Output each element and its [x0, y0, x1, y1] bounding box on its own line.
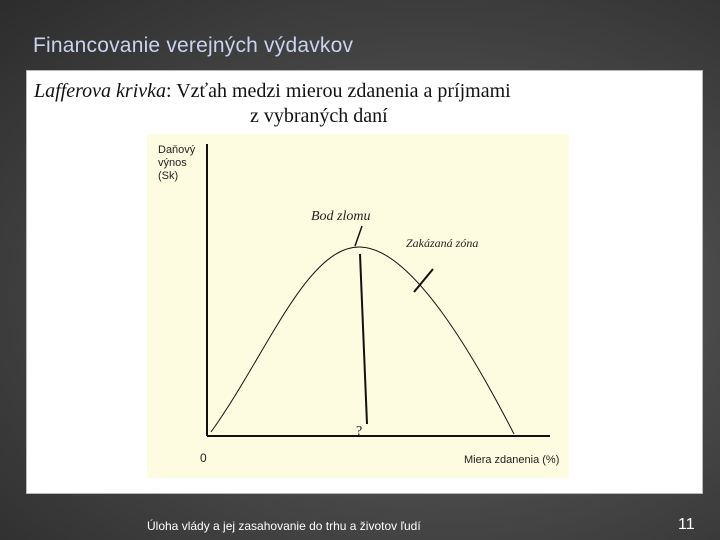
forbidden-zone-annotation: Zakázaná zóna — [406, 236, 479, 250]
subtitle-line2: z vybraných daní — [250, 105, 388, 127]
slide-subtitle — [34, 79, 674, 129]
content-box — [26, 70, 703, 494]
laffer-curve — [211, 247, 514, 434]
y-axis-label-line: Daňový — [158, 144, 196, 156]
laffer-curve-figure — [147, 134, 569, 478]
origin-label: 0 — [200, 451, 207, 465]
subtitle-term: Lafferova krivka — [34, 80, 167, 102]
y-axis-label-line: (Sk) — [158, 170, 179, 182]
y-axis-label-line: výnos — [158, 157, 187, 169]
slide-title: Financovanie verejných výdavkov — [33, 34, 354, 57]
y-axis-label — [158, 144, 208, 183]
peak-annotation: Bod zlomu — [311, 209, 371, 224]
subtitle-rest: : Vzťah medzi mierou zdanenia a príjmami — [166, 80, 511, 102]
question-mark-annotation: ? — [356, 424, 363, 439]
peak-vertical-line — [360, 254, 367, 424]
page-number: 11 — [678, 516, 695, 533]
footer-text: Úloha vlády a jej zasahovanie do trhu a životov ľudí — [147, 519, 421, 533]
x-axis-label: Miera zdanenia (%) — [464, 454, 560, 466]
peak-pointer-arrow — [355, 226, 362, 246]
